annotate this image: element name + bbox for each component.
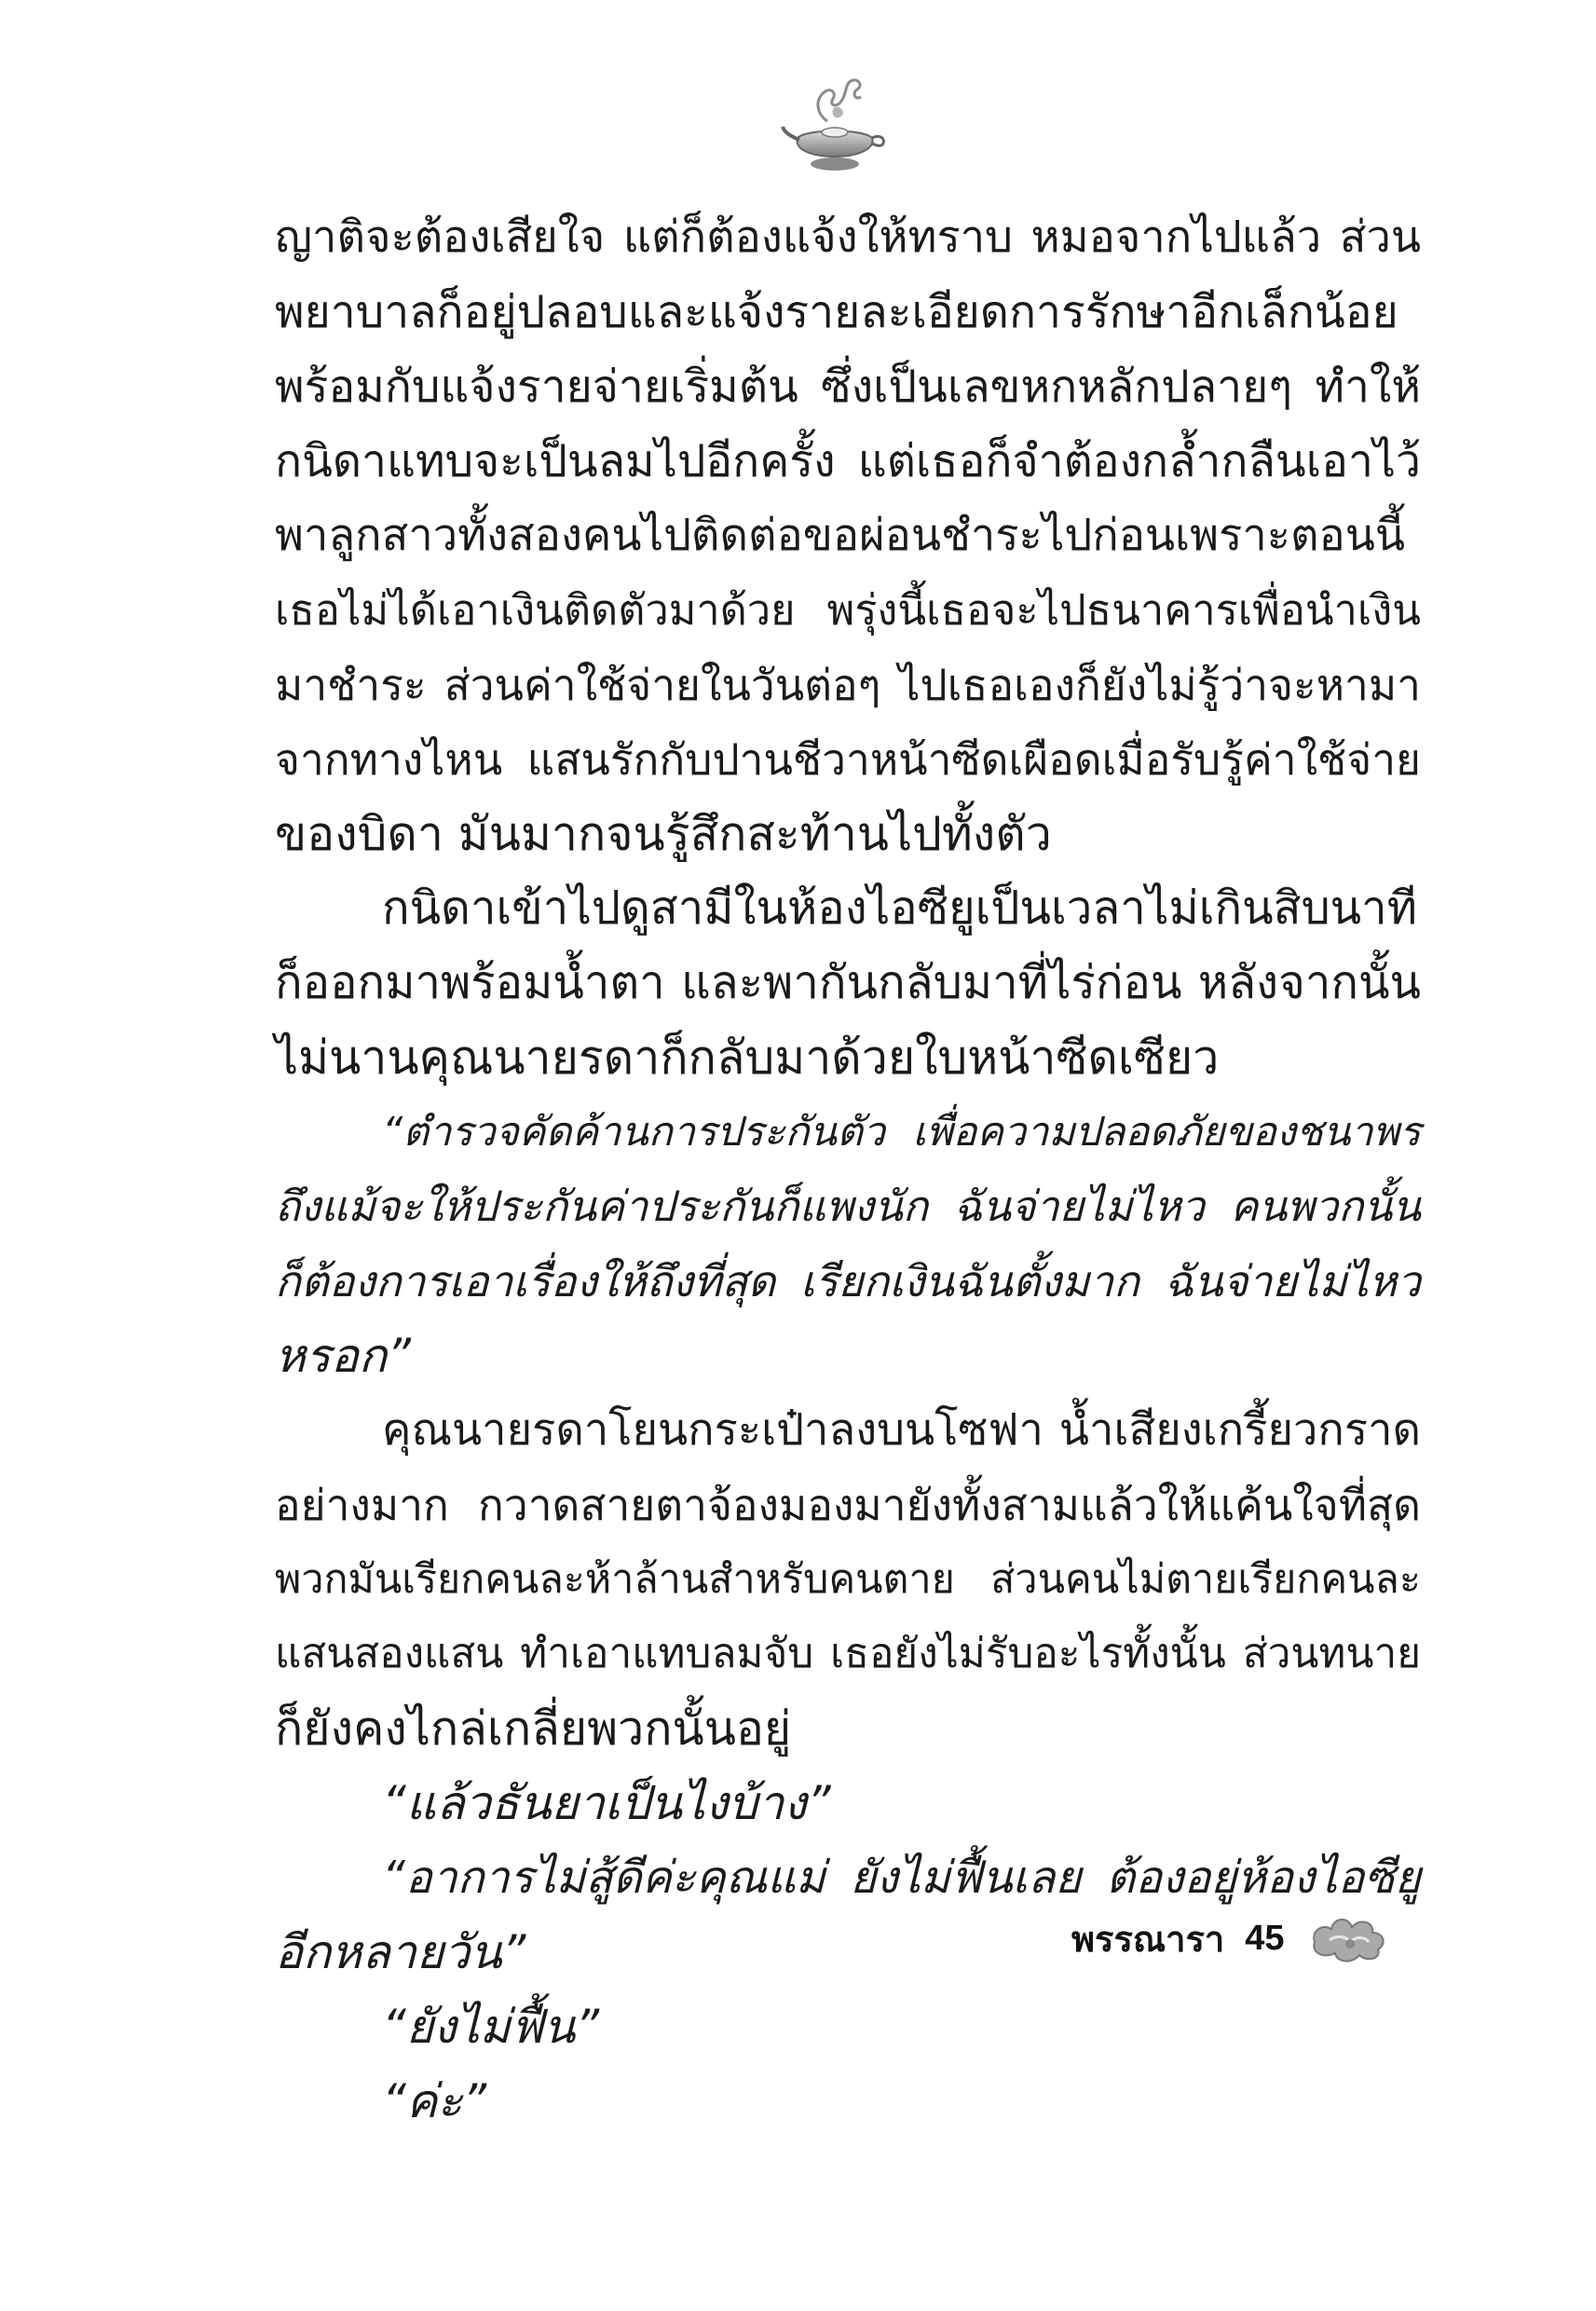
text-line: หรอก”: [275, 1329, 412, 1383]
text-line: “ตำรวจคัดค้านการประกันตัว เพื่อความปลอดภัยของชนาพร: [382, 1109, 1421, 1156]
genie-lamp-icon: [779, 76, 891, 179]
text-line: ก็ยังคงไกล่เกลี่ยพวกนั้นอยู่: [275, 1702, 792, 1756]
text-line: ของบิดา มันมากจนรู้สึกสะท้านไปทั้งตัว: [275, 807, 1052, 861]
text-line: แสนสองแสน ทำเอาแทบลมจับ เธอยังไม่รับอะไรทั้งนั้น ส่วนทนาย: [275, 1630, 1421, 1677]
text-line: คุณนายรดาโยนกระเป๋าลงบนโซฟา น้ำเสียงเกรี้ยวกราด: [382, 1404, 1421, 1456]
text-line: กนิดาเข้าไปดูสามีในห้องไอซียูเป็นเวลาไม่เกินสิบนาที: [382, 882, 1417, 935]
text-line: ไม่นานคุณนายรดาก็กลับมาด้วยใบหน้าซีดเซียว: [275, 1031, 1220, 1085]
text-line: “อาการไม่สู้ดีค่ะคุณแม่ ยังไม่ฟื้นเลย ต้องอยู่ห้องไอซียู: [382, 1852, 1421, 1904]
page-number: 45: [1245, 1918, 1285, 1958]
text-line: จากทางไหน แสนรักกับปานชีวาหน้าซีดเผือดเมื่อรับรู้ค่าใช้จ่าย: [275, 734, 1421, 785]
text-line: “ยังไม่ฟื้น”: [382, 2000, 600, 2054]
text-line: อีกหลายวัน”: [275, 1925, 526, 1979]
flower-ornament-icon: [1305, 1910, 1389, 1966]
text-line: “ค่ะ”: [382, 2074, 487, 2128]
text-line: เธอไม่ได้เอาเงินติดตัวมาด้วย พรุ่งนี้เธอจะไปธนาคารเพื่อนำเงิน: [275, 585, 1421, 635]
text-line: ก็ต้องการเอาเรื่องให้ถึงที่สุด เรียกเงินฉันตั้งมาก ฉันจ่ายไม่ไหว: [275, 1256, 1421, 1306]
text-line: พวกมันเรียกคนละห้าล้านสำหรับคนตาย ส่วนคนไม่ตายเรียกคนละ: [275, 1556, 1421, 1603]
book-title: พรรณารา: [1071, 1918, 1225, 1960]
text-line: ก็ออกมาพร้อมน้ำตา และพากันกลับมาที่ไร่ก่อน หลังจากนั้น: [275, 956, 1421, 1009]
text-line: “แล้วธันยาเป็นไงบ้าง”: [382, 1776, 831, 1830]
body-text: [275, 200, 1421, 2139]
page-footer: [1071, 1906, 1389, 1971]
text-line: พร้อมกับแจ้งรายจ่ายเริ่มต้น ซึ่งเป็นเลขหกหลักปลายๆ ทำให้: [275, 361, 1421, 413]
text-line: พยาบาลก็อยู่ปลอบและแจ้งรายละเอียดการรักษาอีกเล็กน้อย: [275, 286, 1398, 338]
text-line: มาชำระ ส่วนค่าใช้จ่ายในวันต่อๆ ไปเธอเองก็ยังไม่รู้ว่าจะหามา: [275, 660, 1421, 710]
text-line: กนิดาแทบจะเป็นลมไปอีกครั้ง แต่เธอก็จำต้องกล้ำกลืนเอาไว้: [275, 435, 1421, 487]
text-line: ญาติจะต้องเสียใจ แต่ก็ต้องแจ้งให้ทราบ หมอจากไปแล้ว ส่วน: [275, 212, 1421, 263]
text-line: พาลูกสาวทั้งสองคนไปติดต่อขอผ่อนชำระไปก่อนเพราะตอนนี้: [275, 510, 1405, 561]
text-line: ถึงแม้จะให้ประกันค่าประกันก็แพงนัก ฉันจ่ายไม่ไหว คนพวกนั้น: [275, 1182, 1421, 1231]
text-line: อย่างมาก กวาดสายตาจ้องมองมายังทั้งสามแล้วให้แค้นใจที่สุด: [275, 1480, 1421, 1530]
